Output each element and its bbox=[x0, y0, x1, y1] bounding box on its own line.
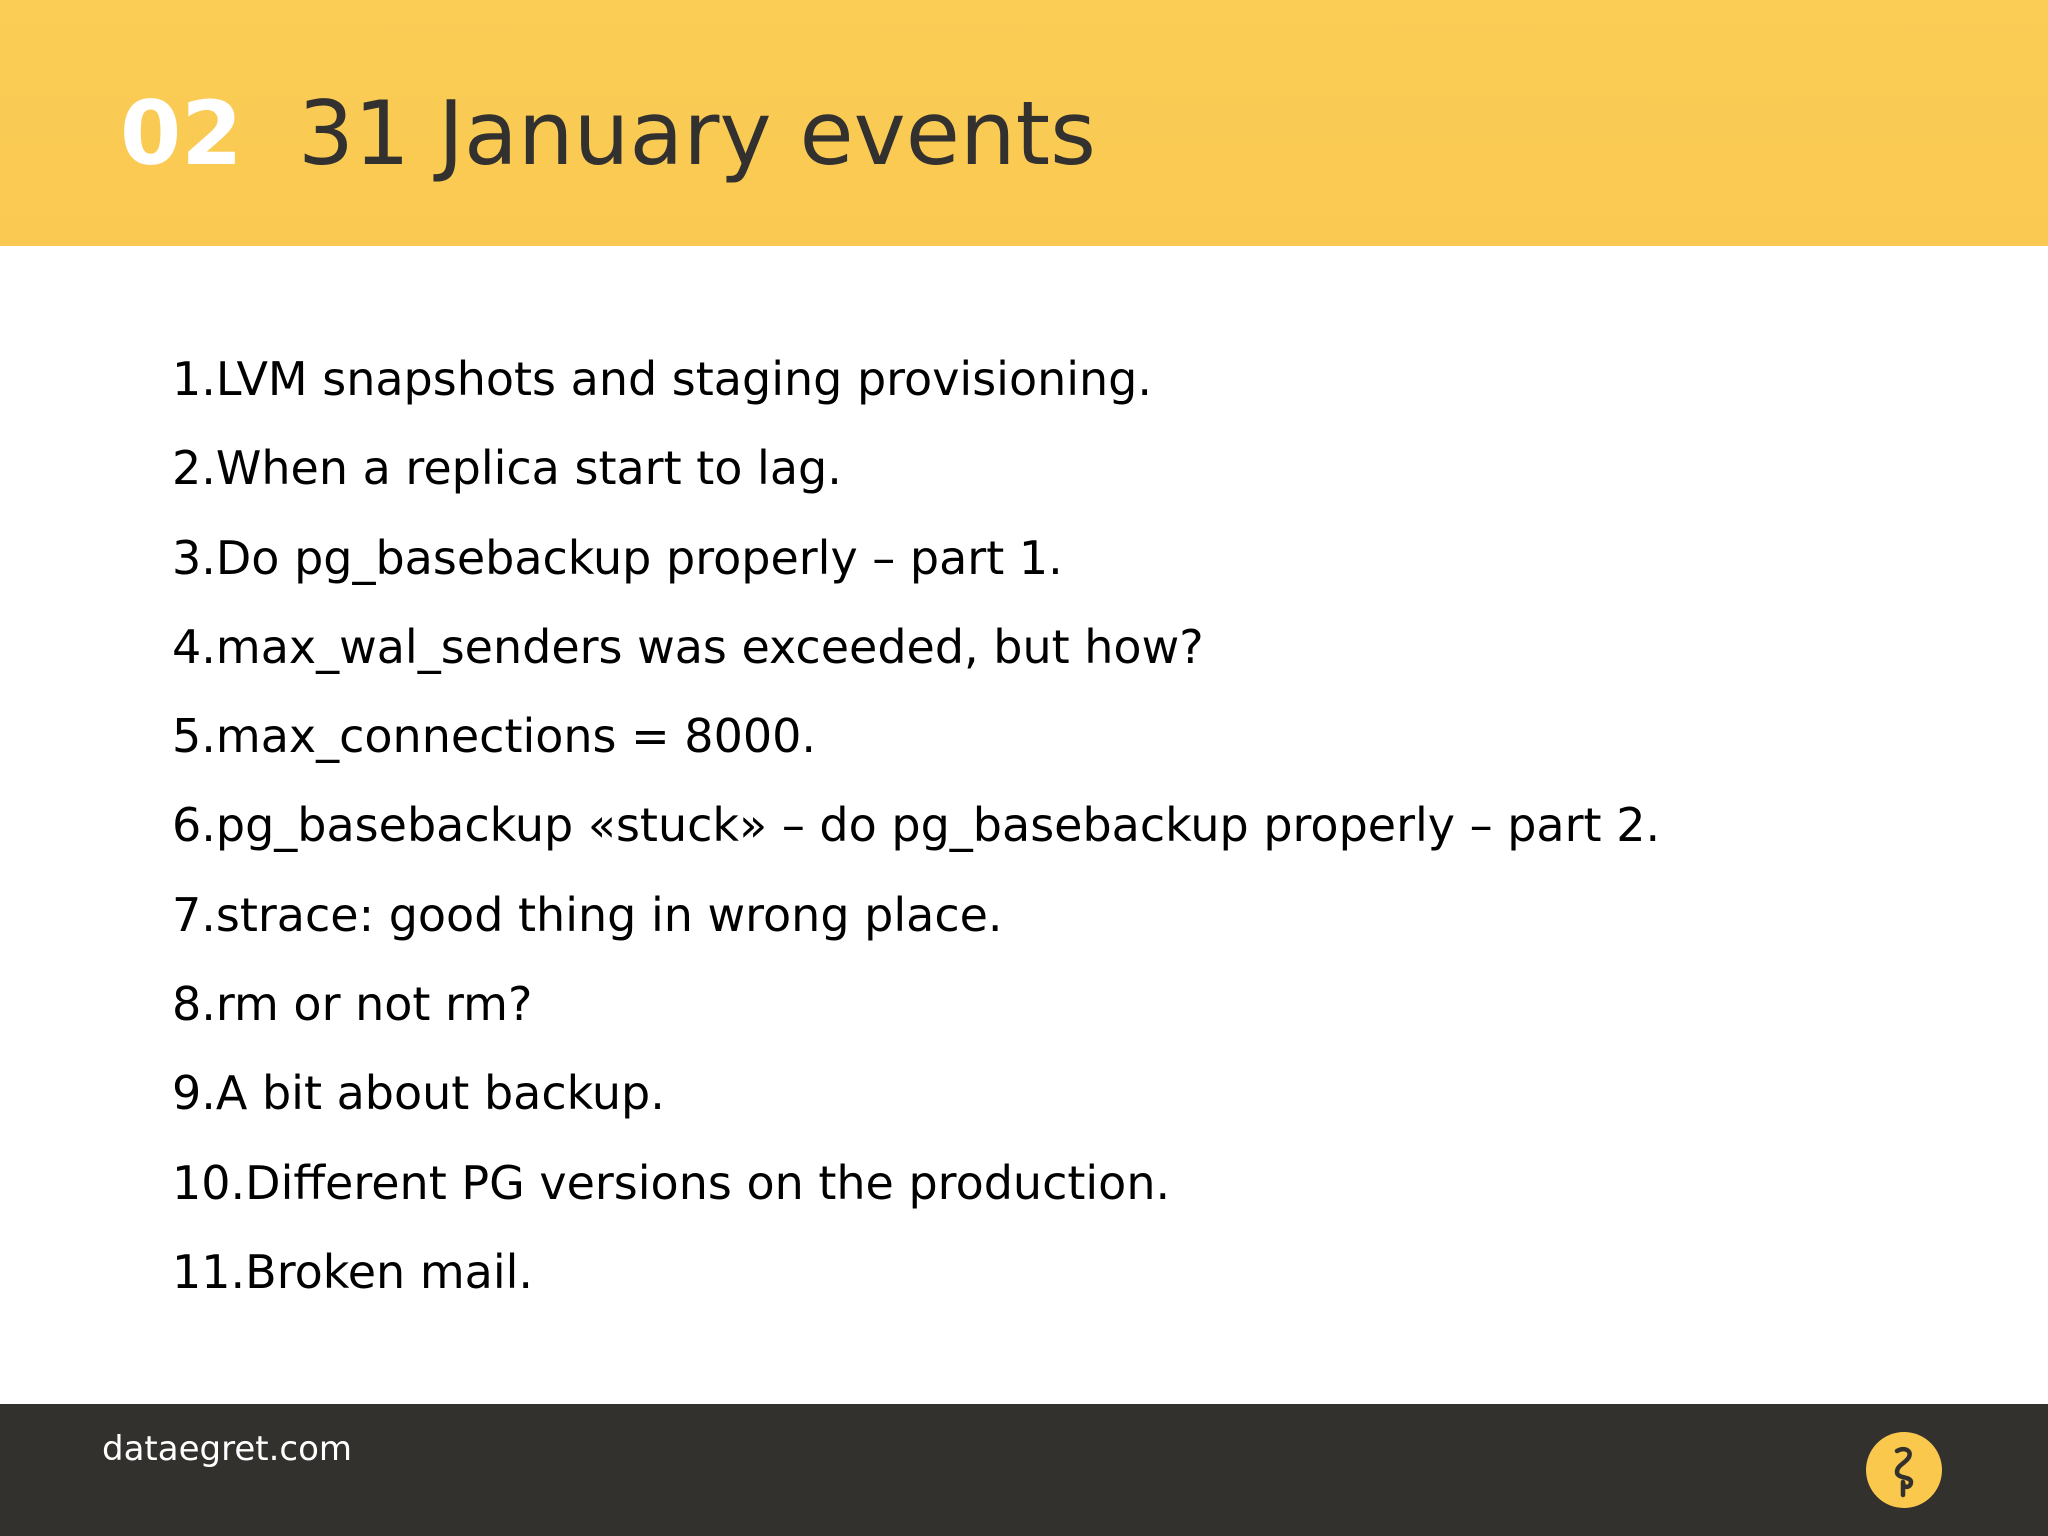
event-item: 4.max_wal_senders was exceeded, but how? bbox=[172, 619, 1204, 674]
slide-header bbox=[0, 0, 2048, 246]
section-number: 02 bbox=[120, 82, 243, 185]
event-item: 9.A bit about backup. bbox=[172, 1066, 665, 1121]
event-item: 8.rm or not rm? bbox=[172, 977, 533, 1032]
event-item: 3.Do pg_basebackup properly – part 1. bbox=[172, 530, 1063, 585]
slide-footer bbox=[0, 1404, 2048, 1536]
footer-website: dataegret.com bbox=[102, 1429, 352, 1469]
event-item: 2.When a replica start to lag. bbox=[172, 441, 842, 496]
event-item: 7.strace: good thing in wrong place. bbox=[172, 887, 1003, 942]
event-item: 10.Different PG versions on the production. bbox=[172, 1155, 1171, 1210]
event-item: 1.LVM snapshots and staging provisioning. bbox=[172, 352, 1152, 406]
event-list bbox=[172, 335, 1660, 1317]
slide-title: 31 January events bbox=[298, 82, 1097, 185]
event-item: 5.max_connections = 8000. bbox=[172, 709, 816, 764]
event-item: 11.Broken mail. bbox=[172, 1244, 534, 1299]
egret-logo-icon bbox=[1866, 1432, 1942, 1508]
event-item: 6.pg_basebackup «stuck» – do pg_basebackup properly – part 2. bbox=[172, 798, 1661, 853]
